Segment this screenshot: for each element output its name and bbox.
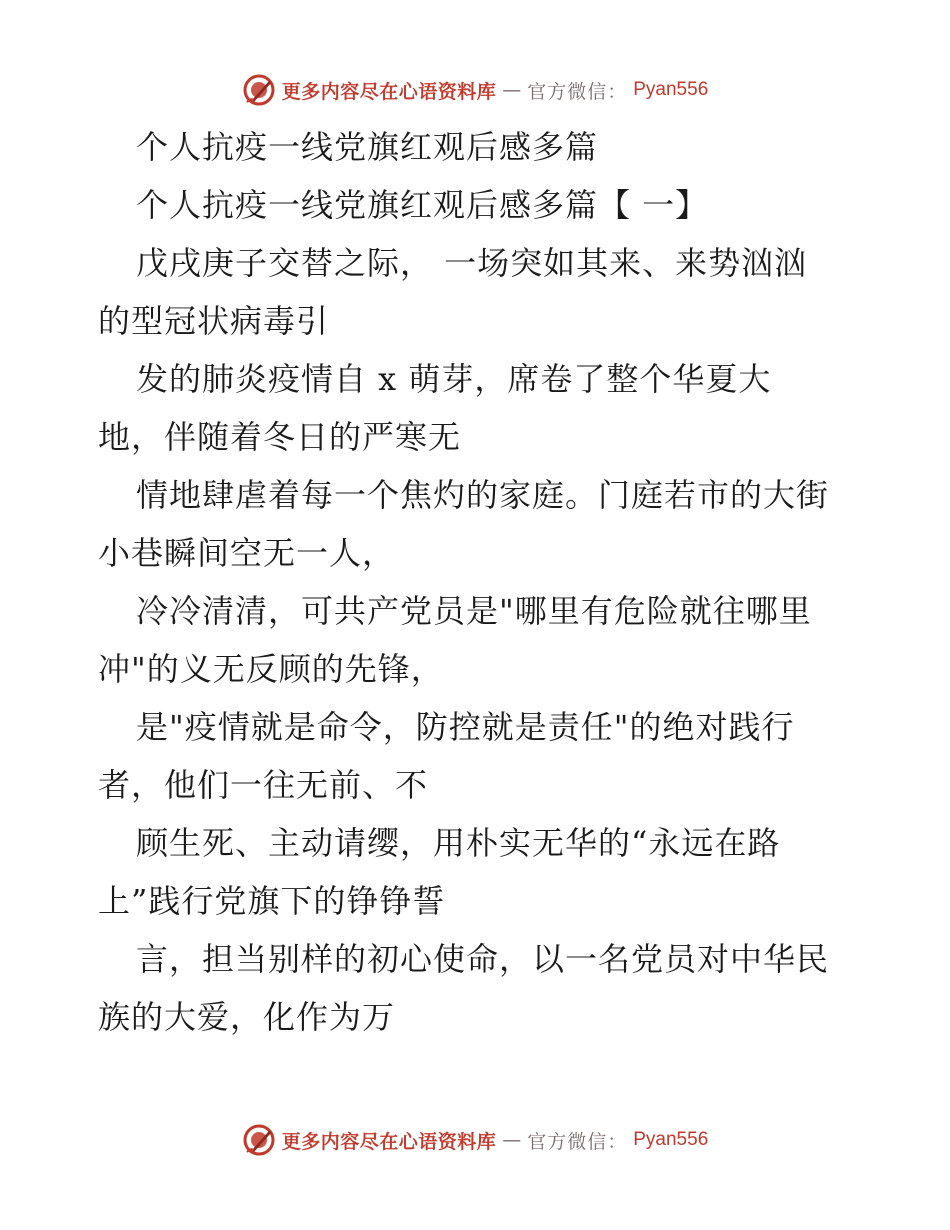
paragraph-line: 发的肺炎疫情自 x 萌芽，席卷了整个华夏大 <box>136 360 772 398</box>
pen-circle-logo-icon <box>242 73 276 107</box>
paragraph-line: 地，伴随着冬日的严寒无 <box>98 418 462 456</box>
document-body <box>98 118 858 1046</box>
paragraph-line: 族的大爱，化作为万 <box>98 998 396 1036</box>
paragraph-line: 的型冠状病毒引 <box>98 302 330 340</box>
paragraph-line: 小巷瞬间空无一人， <box>98 534 396 572</box>
paragraph-line: 顾生死、主动请缨，用朴实无华的“永远在路 <box>136 824 781 862</box>
brand-text: 更多内容尽在心语资料库 <box>281 1130 497 1153</box>
pen-circle-logo-icon <box>242 1123 276 1157</box>
paragraph-line: 情地肆虐着每一个焦灼的家庭。门庭若市的大街 <box>136 476 830 514</box>
wechat-id: Pyan556 <box>633 1129 709 1150</box>
brand-text: 更多内容尽在心语资料库 <box>281 80 497 103</box>
banner-separator: — <box>502 79 522 101</box>
wechat-label: 官方微信： <box>527 80 628 103</box>
paragraph-line: 者，他们一往无前、不 <box>98 766 429 804</box>
header-banner <box>0 70 950 110</box>
document-title: 个人抗疫一线党旗红观后感多篇 <box>136 128 599 166</box>
paragraph-line: 上”践行党旗下的铮铮誓 <box>98 882 446 920</box>
wechat-id: Pyan556 <box>633 79 709 100</box>
paragraph-line: 冲"的义无反顾的先锋， <box>98 650 444 688</box>
wechat-label: 官方微信： <box>527 1130 628 1153</box>
footer-banner <box>0 1120 950 1160</box>
section-heading: 个人抗疫一线党旗红观后感多篇【 一】 <box>136 186 709 224</box>
paragraph-line: 戊戌庚子交替之际， 一场突如其来、来势汹汹 <box>136 244 808 282</box>
paragraph-line: 是"疫情就是命令，防控就是责任"的绝对践行 <box>136 708 795 746</box>
paragraph-line: 言，担当别样的初心使命，以一名党员对中华民 <box>136 940 830 978</box>
banner-separator: — <box>502 1129 522 1151</box>
paragraph-line: 冷冷清清，可共产党员是"哪里有危险就往哪里 <box>136 592 812 630</box>
